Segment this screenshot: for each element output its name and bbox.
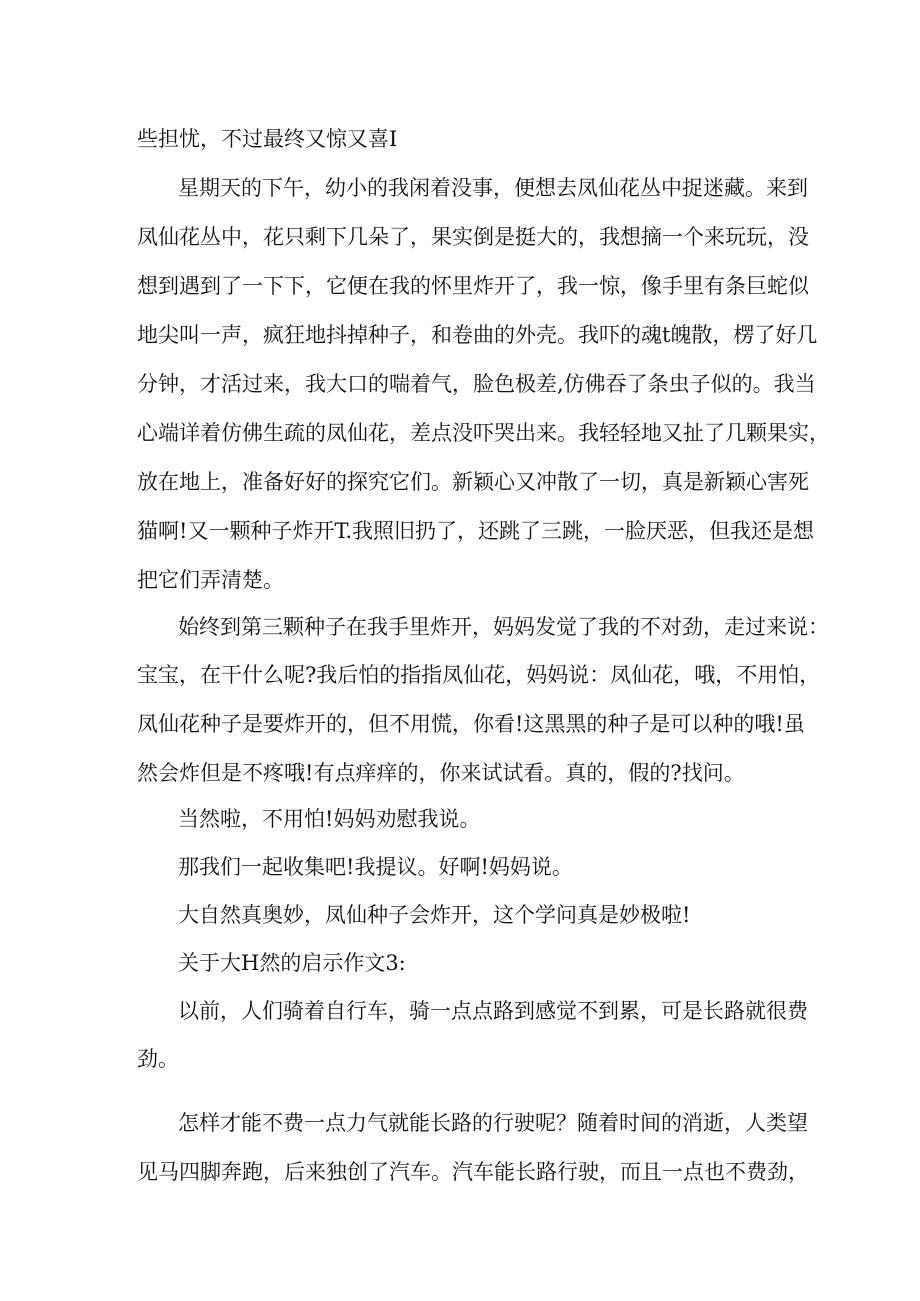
paragraph-line: 始终到第三颗种子在我手里炸开，妈妈发觉了我的不对劲，走过来说： <box>178 615 829 639</box>
paragraph-line: 劲。 <box>137 1047 179 1071</box>
paragraph-line: 怎样才能不费一点力气就能长路的行驶呢？随着时间的消逝，人类望 <box>178 1111 808 1135</box>
paragraph-line: 心端详着仿佛生疏的凤仙花，差点没吓哭出来。我轻轻地又扯了几颗果实， <box>137 421 830 445</box>
paragraph-line: 大自然真奥妙，凤仙种子会炸开，这个学问真是妙极啦! <box>178 903 691 927</box>
section-heading: 关于大H然的启示作文3: <box>178 951 406 975</box>
paragraph-line: 见马四脚奔跑，后来独创了汽车。汽车能长路行驶，而且一点也不费劲， <box>137 1160 809 1184</box>
paragraph-line: 放在地上，准备好好的探究它们。新颖心又冲散了一切，真是新颖心害死 <box>137 470 809 494</box>
paragraph-line: 那我们一起收集吧!我提议。好啊!妈妈说。 <box>178 855 573 879</box>
paragraph-line: 些担忧，不过最终又惊又喜I <box>137 127 398 151</box>
paragraph-line: 想到遇到了一下下，它便在我的怀里炸开了，我一惊，像手里有条巨蛇似 <box>137 274 809 298</box>
paragraph-line: 把它们弄清楚。 <box>137 568 284 592</box>
paragraph-line: 宝宝，在干什么呢?我后怕的指指凤仙花，妈妈说：凤仙花，哦，不用怕， <box>137 663 821 687</box>
paragraph-line: 分钟，才活过来，我大口的喘着气，脸色极差,仿佛吞了条虫子似的。我当 <box>137 372 816 396</box>
paragraph-line: 凤仙花种子是要炸开的，但不用慌，你看!这黑黑的种子是可以种的哦!虽 <box>137 712 805 736</box>
paragraph-line: 地尖叫一声，疯狂地抖掉种子，和卷曲的外壳。我吓的魂t魄散，楞了好几 <box>137 323 818 347</box>
paragraph-line: 当然啦，不用怕!妈妈劝慰我说。 <box>178 807 481 831</box>
paragraph-line: 猫啊!又一颗种子炸开T.我照旧扔了，还跳了三跳，一脸厌恶，但我还是想 <box>137 519 815 543</box>
paragraph-line: 以前，人们骑着自行车，骑一点点路到感觉不到累，可是长路就很费 <box>178 999 808 1023</box>
paragraph-line: 然会炸但是不疼哦!有点痒痒的，你来试试看。真的，假的?找问。 <box>137 761 745 785</box>
paragraph-line: 凤仙花丛中，花只剩下几朵了，果实倒是挺大的，我想摘一个来玩玩，没 <box>137 225 809 249</box>
paragraph-line: 星期天的下午，幼小的我闲着没事，便想去凤仙花丛中捉迷藏。来到 <box>178 176 808 200</box>
